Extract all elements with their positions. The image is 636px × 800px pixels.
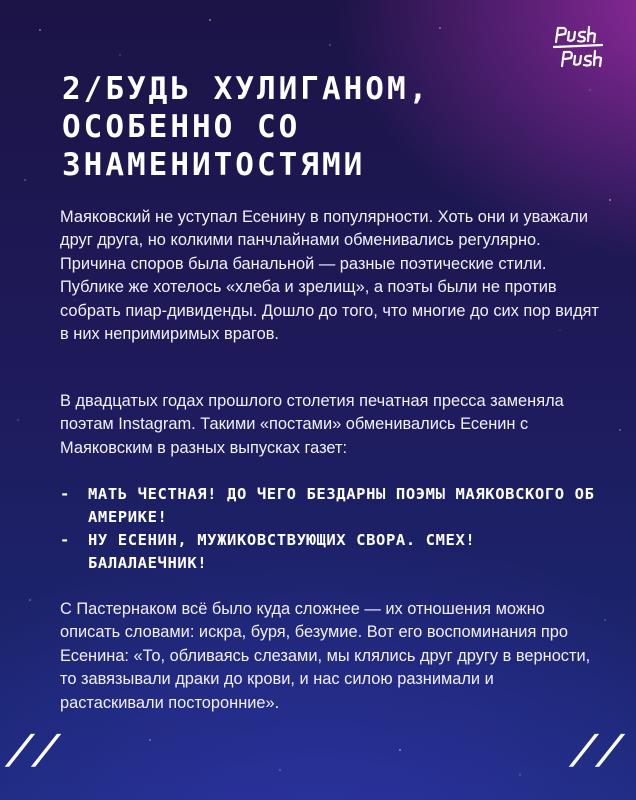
quote-mayakovsky	[60, 529, 600, 575]
right-slash-decoration: //	[564, 727, 632, 773]
push-push-logo	[552, 24, 604, 70]
dash-bullet: -	[60, 485, 70, 503]
dash-bullet: -	[60, 531, 70, 549]
quote-list	[60, 483, 600, 575]
quote-text: НУ ЕСЕНИН, МУЖИКОВСТВУЮЩИХ СВОРА. СМЕХ! БАЛАЛАЕЧНИК!	[88, 531, 476, 572]
paragraph-pasternak: С Пастернаком всё было куда сложнее — их отношения можно описать словами: искра, буря, безумие. Вот его воспоминания про Есенина: «То, обливаясь слезами, мы клялись друг другу в верности, то завязывали драки до крови, и нас силою разнимали и растаскивали посторонние».	[60, 600, 591, 712]
quote-text: МАТЬ ЧЕСТНАЯ! ДО ЧЕГО БЕЗДАРНЫ ПОЭМЫ МАЯКОВСКОГО ОБ АМЕРИКЕ!	[88, 485, 595, 526]
paragraph-rivalry: Маяковский не уступал Есенину в популярности. Хоть они и уважали друг друга, но колкими панчлайнами обменивались регулярно. Причина споров была банальной — разные поэтические стили. Публике же хотелось «хлеба и зрелищ», а поэты были не против собрать пиар-дивиденды. Дошло до того, что многие до сих пор видят в них непримиримых врагов.	[60, 208, 599, 344]
quote-esenin	[60, 483, 600, 529]
paragraph-press: В двадцатых годах прошлого столетия печатная пресса заменяла поэтам Instagram. Такими «постами» обменивались Есенин с Маяковским в разных выпусках газет:	[60, 392, 564, 457]
left-slash-decoration: //	[0, 727, 68, 773]
page-title: 2/БУДЬ ХУЛИГАНОМ, ОСОБЕННО СО ЗНАМЕНИТОСТЯМИ	[62, 71, 431, 183]
